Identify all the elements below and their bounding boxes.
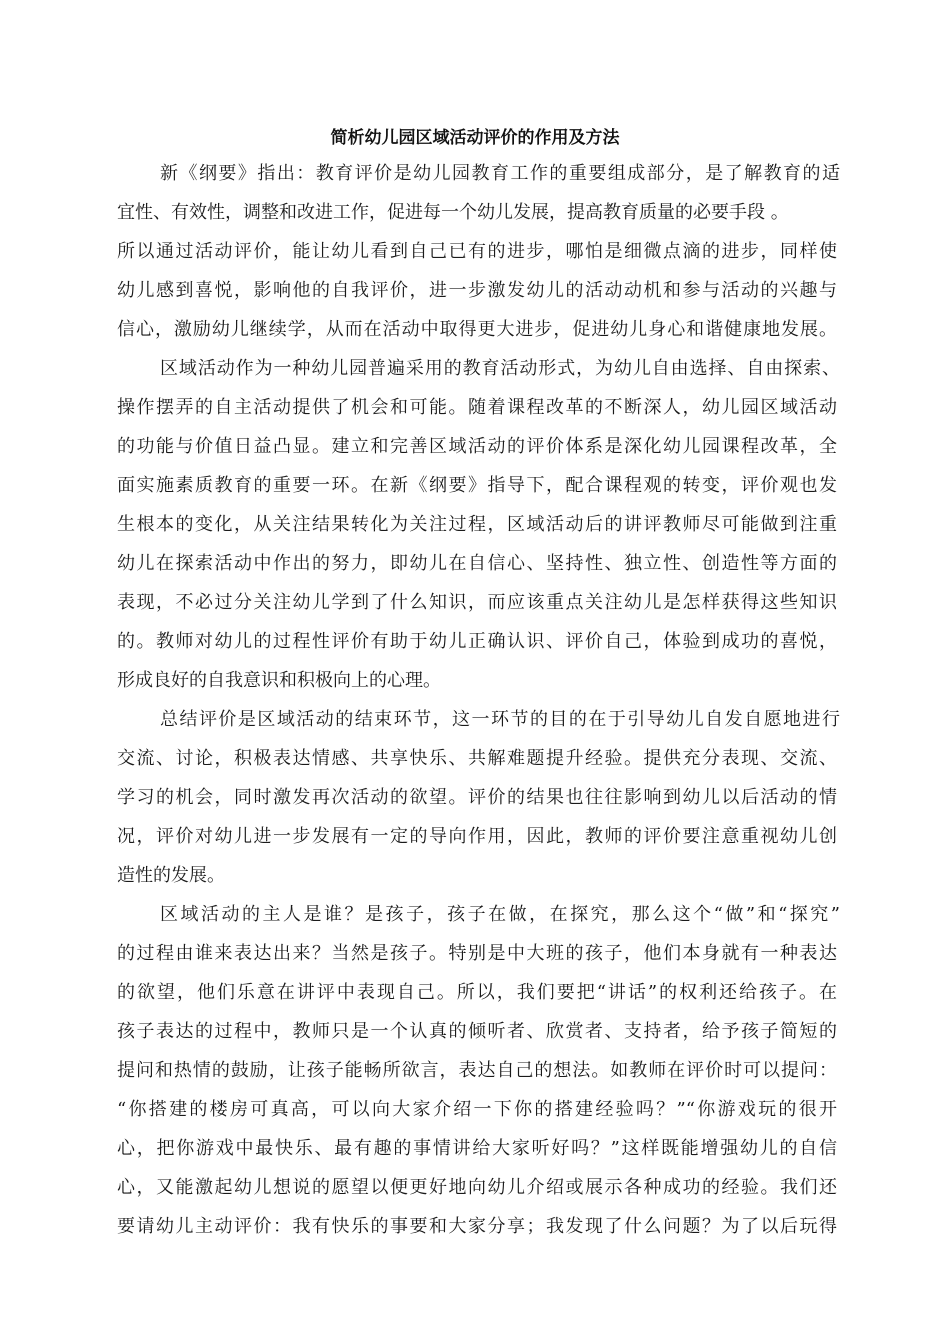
paragraph-2-line-3: 的功能与价值日益凸显。建立和完善区域活动的评价体系是深化幼儿园课程改革，全 [117, 436, 837, 457]
paragraph-4-line-8: 心，又能激起幼儿想说的愿望以便更好地向幼儿介绍或展示各种成功的经验。我们还 [117, 1177, 837, 1198]
paragraph-4-line-4: 孩子表达的过程中，教师只是一个认真的倾听者、欣赏者、支持者，给予孩子简短的 [117, 1021, 837, 1042]
paragraph-2-line-2: 操作摆弄的自主活动提供了机会和可能。随着课程改革的不断深人，幼儿园区域活动 [117, 397, 837, 418]
paragraph-2-line-6: 幼儿在探索活动中作出的努力，即幼儿在自信心、坚持性、独立性、创造性等方面的 [117, 553, 837, 574]
paragraph-1-line-5: 信心，激励幼儿继续学，从而在活动中取得更大进步，促进幼儿身心和谐健康地发展。 [117, 319, 837, 340]
paragraph-4-line-3: 的欲望，他们乐意在讲评中表现自己。所以，我们要把“讲话”的权利还给孩子。在 [117, 982, 837, 1003]
paragraph-3-line-5: 造性的发展。 [117, 865, 225, 886]
paragraph-4-line-1: 区域活动的主人是谁？是孩子，孩子在做，在探究，那么这个“做”和“探究” [160, 904, 840, 925]
paragraph-3-line-1: 总结评价是区域活动的结束环节，这一环节的目的在于引导幼儿自发自愿地进行 [160, 709, 840, 730]
paragraph-1-line-2: 宜性、有效性，调整和改进工作，促进每一个幼儿发展，提高教育质量的必要手段 。 [117, 202, 789, 223]
paragraph-4-line-2: 的过程由谁来表达出来？当然是孩子。特别是中大班的孩子，他们本身就有一种表达 [117, 943, 837, 964]
paragraph-4-line-6: “你搭建的楼房可真高，可以向大家介绍一下你的搭建经验吗？”“你游戏玩的很开 [117, 1099, 837, 1120]
paragraph-2-line-9: 形成良好的自我意识和积极向上的心理。 [117, 670, 441, 691]
paragraph-3-line-4: 况，评价对幼儿进一步发展有一定的导向作用，因此，教师的评价要注意重视幼儿创 [117, 826, 837, 847]
paragraph-1-line-1: 新《纲要》指出：教育评价是幼儿园教育工作的重要组成部分，是了解教育的适 [160, 163, 840, 184]
paragraph-4-line-5: 提问和热情的鼓励，让孩子能畅所欲言，表达自己的想法。如教师在评价时可以提问： [117, 1060, 837, 1081]
paragraph-4-line-7: 心，把你游戏中最快乐、最有趣的事情讲给大家听好吗？”这样既能增强幼儿的自信 [117, 1138, 837, 1159]
paragraph-2-line-8: 的。教师对幼儿的过程性评价有助于幼儿正确认识、评价自己，体验到成功的喜悦， [117, 631, 837, 652]
document-title: 简析幼儿园区域活动评价的作用及方法 [330, 128, 620, 148]
paragraph-1-line-4: 幼儿感到喜悦，影响他的自我评价，进一步激发幼儿的活动动机和参与活动的兴趣与 [117, 280, 837, 301]
paragraph-2-line-4: 面实施素质教育的重要一环。在新《纲要》指导下，配合课程观的转变，评价观也发 [117, 475, 837, 496]
paragraph-2-line-7: 表现，不必过分关注幼儿学到了什么知识，而应该重点关注幼儿是怎样获得这些知识 [117, 592, 837, 613]
paragraph-4-line-9: 要请幼儿主动评价：我有快乐的事要和大家分享；我发现了什么问题？为了以后玩得 [117, 1216, 837, 1237]
paragraph-2-line-1: 区域活动作为一种幼儿园普遍采用的教育活动形式，为幼儿自由选择、自由探索、 [160, 358, 840, 379]
paragraph-3-line-2: 交流、讨论，积极表达情感、共享快乐、共解难题提升经验。提供充分表现、交流、 [117, 748, 837, 769]
paragraph-1-line-3: 所以通过活动评价，能让幼儿看到自己已有的进步，哪怕是细微点滴的进步，同样使 [117, 241, 837, 262]
paragraph-2-line-5: 生根本的变化，从关注结果转化为关注过程，区域活动后的讲评教师尽可能做到注重 [117, 514, 837, 535]
paragraph-3-line-3: 学习的机会，同时激发再次活动的欲望。评价的结果也往往影响到幼儿以后活动的情 [117, 787, 837, 808]
